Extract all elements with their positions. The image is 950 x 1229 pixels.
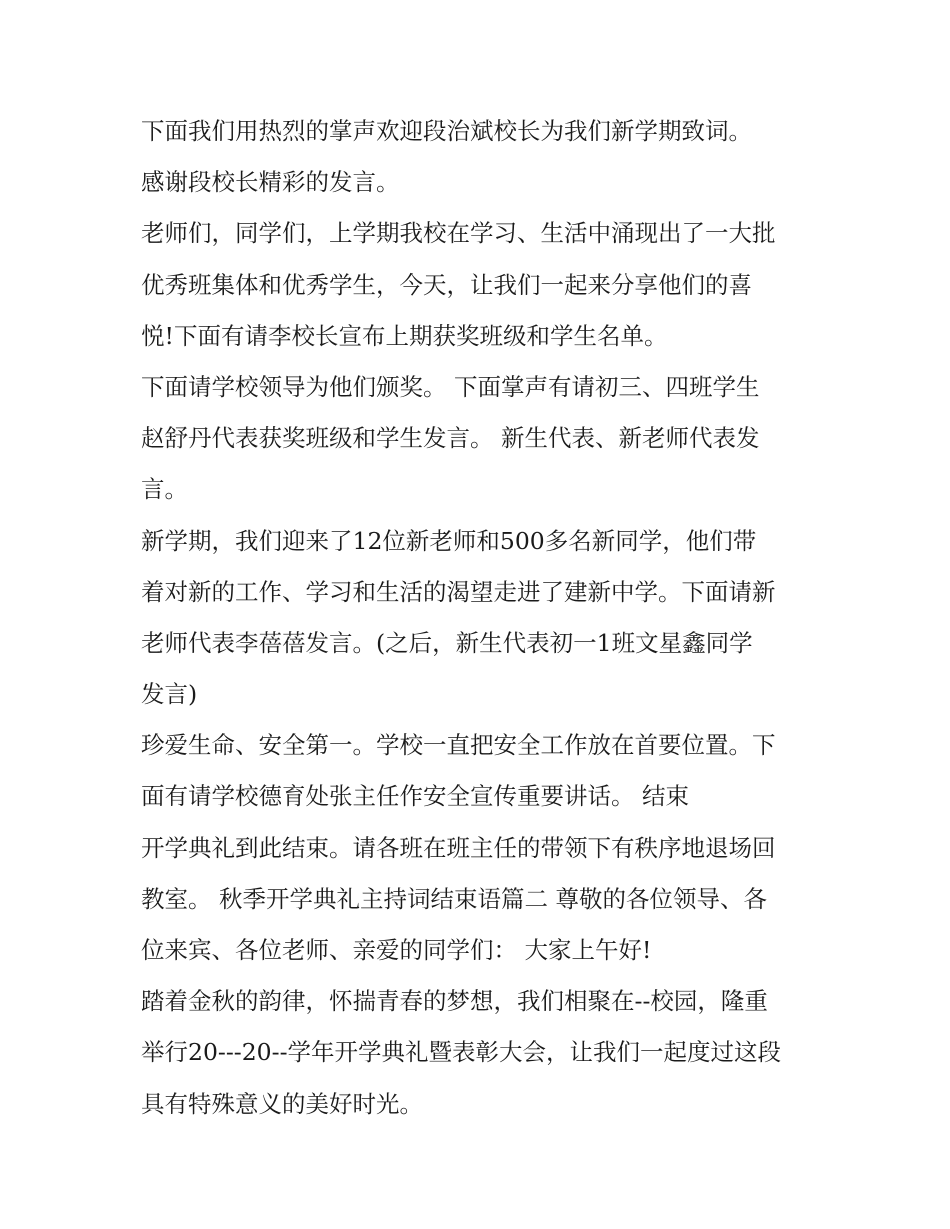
text-line: 位来宾、各位老师、亲爱的同学们： 大家上午好! (141, 936, 652, 964)
text-line: 教室。 秋季开学典礼主持词结束语篇二 尊敬的各位领导、各 (141, 884, 767, 913)
text-line: 着对新的工作、学习和生活的渴望走进了建新中学。下面请新 (141, 577, 776, 606)
text-line: 新学期，我们迎来了12位新老师和500多名新同学，他们带 (141, 526, 757, 555)
text-line: 感谢段校长精彩的发言。 (141, 168, 400, 197)
text-line: 优秀班集体和优秀学生，今天，让我们一起来分享他们的喜 (141, 270, 752, 299)
text-line: 面有请学校德育处张主任作安全宣传重要讲话。 结束 (141, 782, 689, 811)
text-line: 悦!下面有请李校长宣布上期获奖班级和学生名单。 (141, 321, 668, 350)
text-line: 开学典礼到此结束。请各班在班主任的带领下有秩序地退场回 (141, 833, 776, 862)
document-body (141, 106, 831, 1130)
text-line: 老师代表李蓓蓓发言。(之后，新生代表初一1班文星鑫同学 (141, 628, 753, 657)
text-line: 具有特殊意义的美好时光。 (141, 1089, 423, 1118)
text-line: 踏着金秋的韵律，怀揣青春的梦想，我们相聚在--校园，隆重 (141, 987, 768, 1016)
text-line: 言。 (141, 475, 188, 504)
text-line: 下面我们用热烈的掌声欢迎段治斌校长为我们新学期致词。 (141, 117, 752, 145)
text-line: 发言) (141, 680, 198, 709)
text-line: 下面请学校领导为他们颁奖。 下面掌声有请初三、四班学生 (141, 372, 760, 401)
text-line: 赵舒丹代表获奖班级和学生发言。 新生代表、新老师代表发 (141, 424, 760, 453)
text-line: 老师们，同学们，上学期我校在学习、生活中涌现出了一大批 (141, 219, 776, 248)
text-line: 珍爱生命、安全第一。学校一直把安全工作放在首要位置。下 (141, 731, 776, 760)
text-line: 举行20---20--学年开学典礼暨表彰大会，让我们一起度过这段 (141, 1038, 782, 1067)
